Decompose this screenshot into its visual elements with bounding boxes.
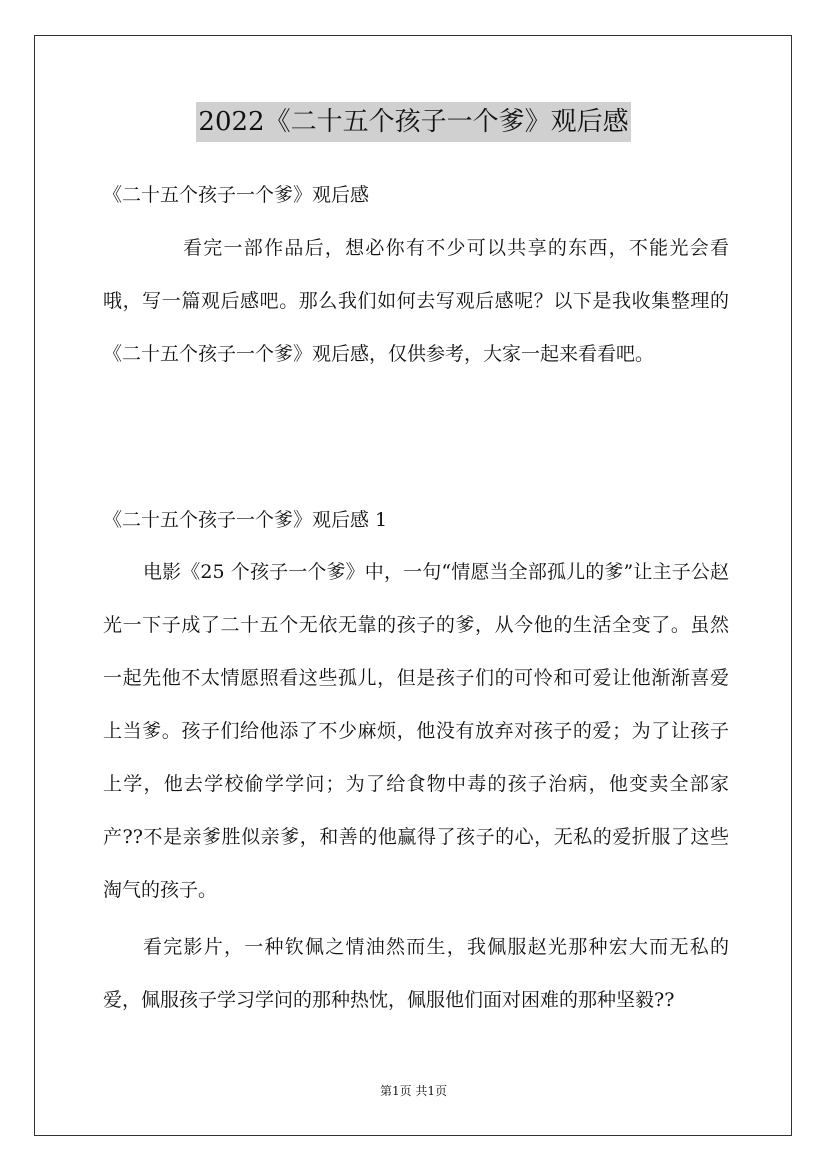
intro-paragraph: 看完一部作品后，想必你有不少可以共享的东西，不能光会看哦，写一篇观后感吧。那么我们如何去写观后感呢？以下是我收集整理的《二十五个孩子一个爹》观后感，仅供参考，大家一起来看看吧。 bbox=[103, 237, 729, 365]
body-paragraph-1: 电影《25 个孩子一个爹》中，一句“情愿当全部孤儿的爹”让主子公赵光一下子成了二十五个无依无靠的孩子的爹，从今他的生活全变了。虽然一起先他不太情愿照看这些孤儿，但是孩子们的可怜和可爱让他渐渐喜爱上当爹。孩子们给他添了不少麻烦，他没有放弃对孩子的爱；为了让孩子上学，他去学校偷学学问；为了给食物中毒的孩子治病，他变卖全部家产??不是亲爹胜似亲爹，和善的他赢得了孩子的心，无私的爱折服了这些淘气的孩子。 bbox=[103, 561, 729, 901]
body-paragraph-2: 看完影片，一种钦佩之情油然而生，我佩服赵光那种宏大而无私的爱，佩服孩子学习学问的那种热忱，佩服他们面对困难的那种坚毅?? bbox=[103, 936, 729, 1011]
document-title: 2022《二十五个孩子一个爹》观后感 bbox=[196, 102, 630, 142]
section-heading: 《二十五个孩子一个爹》观后感 1 bbox=[103, 509, 388, 531]
page-footer: 第1页 共1页 bbox=[379, 1084, 448, 1098]
title-container bbox=[0, 102, 827, 142]
document-subtitle: 《二十五个孩子一个爹》观后感 bbox=[103, 184, 370, 206]
